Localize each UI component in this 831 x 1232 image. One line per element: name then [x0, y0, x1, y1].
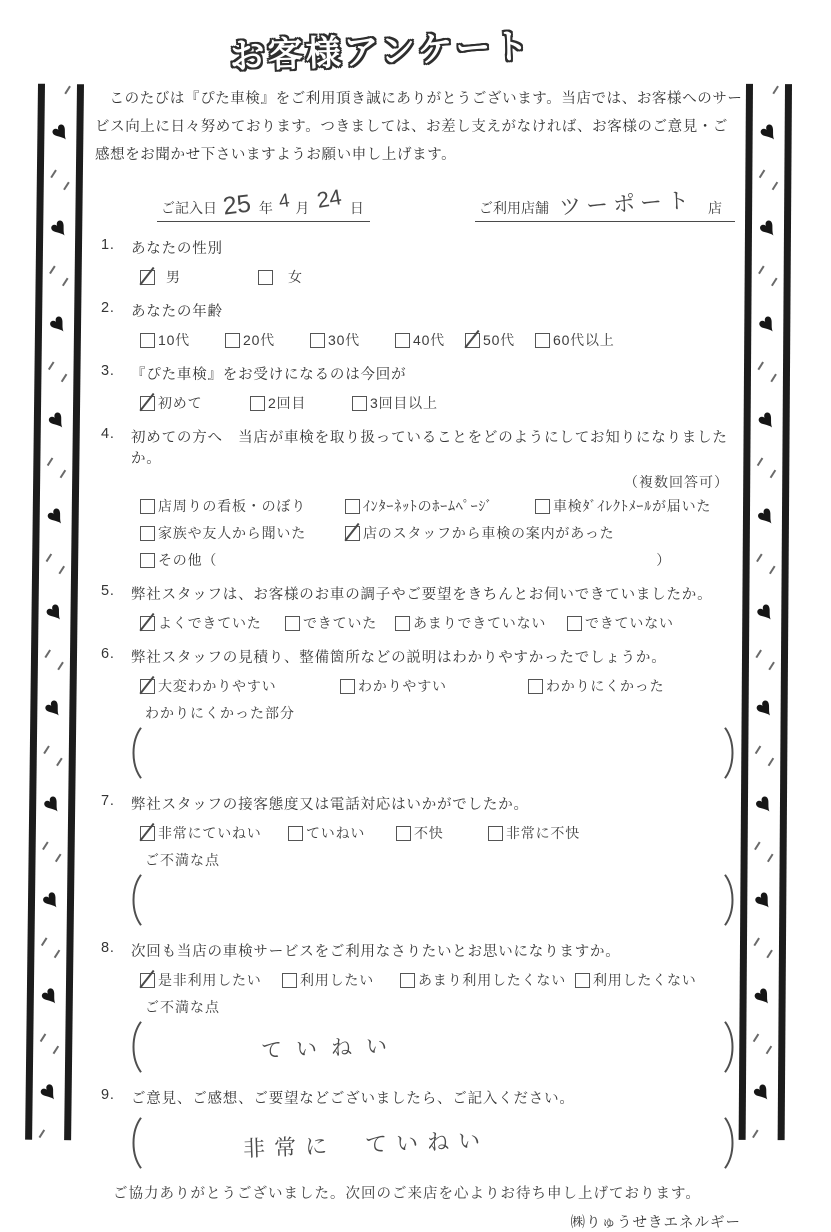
checkbox-icon[interactable] — [395, 333, 410, 348]
checkbox-icon[interactable] — [340, 679, 355, 694]
question-4-options-row2 — [95, 523, 743, 543]
option-age-50s[interactable] — [465, 330, 535, 350]
option-third-or-more[interactable] — [352, 393, 438, 413]
question-1-options — [95, 267, 743, 287]
bracket-left-icon — [127, 873, 143, 927]
option-age-10s[interactable] — [140, 330, 225, 350]
closing-message: ご協力ありがとうございました。次回のご来店を心よりお待ち申し上げております。 — [113, 1186, 701, 1203]
question-text: 次回も当店の車検サービスをご利用なさりたいとお思いになりますか。 — [131, 944, 621, 961]
checkbox-icon[interactable] — [535, 333, 550, 348]
question-7 — [95, 793, 743, 927]
option-second-time[interactable] — [250, 393, 352, 413]
option-other[interactable] — [140, 550, 217, 570]
question-text: あなたの性別 — [131, 241, 223, 258]
question-1 — [95, 237, 743, 287]
option-rather-not-use[interactable] — [400, 970, 575, 990]
checkbox-icon[interactable] — [258, 270, 273, 285]
checkbox-icon[interactable] — [285, 616, 300, 631]
option-age-60plus[interactable] — [535, 330, 620, 350]
question-6-options — [95, 676, 743, 696]
option-did-very-well[interactable] — [140, 613, 285, 633]
store-name-handwritten: ツーポート — [558, 187, 695, 220]
question-3 — [95, 363, 743, 413]
option-easy-to-understand[interactable] — [340, 676, 528, 696]
checkbox-icon[interactable] — [140, 553, 155, 568]
checkbox-icon[interactable] — [400, 973, 415, 988]
question-5 — [95, 583, 743, 633]
option-label: 30代 — [328, 332, 360, 349]
checkbox-icon[interactable] — [345, 499, 360, 514]
bracket-left-icon — [127, 1020, 143, 1074]
option-label: できていない — [585, 615, 674, 632]
checkbox-icon[interactable] — [488, 826, 503, 841]
question-6-answer-area[interactable] — [127, 726, 739, 780]
checkbox-icon[interactable] — [396, 826, 411, 841]
option-label: 40代 — [413, 332, 445, 349]
question-6 — [95, 646, 743, 780]
question-number: 5. — [101, 583, 115, 600]
option-age-30s[interactable] — [310, 330, 395, 350]
question-number: 9. — [101, 1087, 115, 1104]
answer-handwritten: ていねい — [260, 1035, 402, 1063]
option-not-really[interactable] — [395, 613, 567, 633]
question-9-answer-area[interactable] — [127, 1116, 739, 1170]
checkbox-icon[interactable] — [225, 333, 240, 348]
option-label: 車検ﾀﾞｲﾚｸﾄﾒｰﾙが届いた — [553, 498, 712, 515]
option-label: よくできていた — [158, 615, 262, 632]
option-label: 非常にていねい — [158, 825, 262, 842]
question-2 — [95, 300, 743, 350]
option-label: 3回目以上 — [370, 395, 438, 412]
option-first-time[interactable] — [140, 393, 250, 413]
checkbox-icon[interactable] — [288, 826, 303, 841]
heart-icon: ♥ — [44, 84, 77, 180]
checkbox-icon[interactable] — [140, 826, 155, 841]
bracket-right-icon — [723, 726, 739, 780]
heart-icon: ♥ — [751, 276, 784, 372]
question-2-options — [95, 330, 743, 350]
option-age-20s[interactable] — [225, 330, 310, 350]
checkbox-icon[interactable] — [250, 396, 265, 411]
option-female[interactable] — [258, 267, 303, 287]
option-age-40s[interactable] — [395, 330, 465, 350]
option-label: 不快 — [414, 825, 444, 842]
checkbox-icon[interactable] — [140, 616, 155, 631]
option-family-friends[interactable] — [140, 523, 345, 543]
checkbox-icon[interactable] — [310, 333, 325, 348]
option-label: ｲﾝﾀｰﾈｯﾄのﾎｰﾑﾍﾟｰｼﾞ — [363, 498, 494, 515]
question-text: 弊社スタッフの見積り、整備箇所などの説明はわかりやすかったでしょうか。 — [131, 650, 667, 667]
bracket-left-icon — [127, 726, 143, 780]
option-unpleasant[interactable] — [396, 823, 488, 843]
right-decorative-border — [739, 84, 792, 1140]
option-want-to-use[interactable] — [282, 970, 400, 990]
option-did-well[interactable] — [285, 613, 395, 633]
option-very-polite[interactable] — [140, 823, 288, 843]
option-signboard[interactable] — [140, 496, 345, 516]
bracket-left-icon — [127, 1116, 143, 1170]
question-3-options — [95, 393, 743, 413]
store-unit: 店 — [708, 200, 723, 217]
option-hard-to-understand[interactable] — [528, 676, 664, 696]
option-label: 女 — [288, 269, 303, 286]
checkbox-icon[interactable] — [140, 333, 155, 348]
heart-icon: ♥ — [747, 852, 780, 948]
option-very-unpleasant[interactable] — [488, 823, 580, 843]
bracket-right-icon — [723, 1116, 739, 1170]
question-number: 7. — [101, 793, 115, 810]
checkbox-icon[interactable] — [140, 973, 155, 988]
checkbox-icon[interactable] — [140, 679, 155, 694]
question-number: 3. — [101, 363, 115, 380]
option-label: 利用したくない — [593, 972, 697, 989]
question-text: 『ぴた車検』をお受けになるのは今回が — [131, 367, 407, 384]
option-male[interactable] — [140, 267, 258, 287]
question-8-sublabel: ご不満な点 — [145, 999, 220, 1016]
option-label: あまりできていない — [413, 615, 547, 632]
heart-icon: ♥ — [36, 756, 69, 852]
intro-paragraph: このたびは『ぴた車検』をご利用頂き誠にありがとうございます。当店では、お客様へのサービス向上に日々努めております。つきましては、お差し支えがなければ、お客様のご意見・ご感想をお聞かせ下さいますようお願い申し上げます。 — [95, 91, 743, 163]
checkbox-icon[interactable] — [395, 616, 410, 631]
heart-icon: ♥ — [746, 948, 779, 1044]
heart-icon: ♥ — [37, 660, 70, 756]
question-6-sublabel: わかりにくかった部分 — [145, 705, 295, 722]
option-label: 2回目 — [268, 395, 307, 412]
option-definitely-use[interactable] — [140, 970, 282, 990]
option-label: 利用したい — [300, 972, 374, 989]
question-3-heading — [95, 363, 743, 384]
question-text: あなたの年齢 — [131, 304, 223, 321]
checkbox-icon[interactable] — [575, 973, 590, 988]
checkbox-icon[interactable] — [282, 973, 297, 988]
question-2-heading — [95, 300, 743, 321]
bracket-right-icon — [723, 873, 739, 927]
heart-icon: ♥ — [749, 564, 782, 660]
heart-icon: ♥ — [33, 948, 66, 1044]
question-9 — [95, 1087, 743, 1170]
option-label: 60代以上 — [553, 332, 615, 349]
heart-icon: ♥ — [752, 84, 785, 180]
checkbox-icon[interactable] — [567, 616, 582, 631]
heart-icon: ♥ — [41, 276, 74, 372]
question-1-heading — [95, 237, 743, 258]
multiple-answers-note: （複数回答可） — [624, 474, 729, 491]
date-day-handwritten: 24 — [315, 184, 344, 214]
option-label: 是非利用したい — [158, 972, 262, 989]
option-label: わかりやすい — [358, 678, 447, 695]
checkbox-icon[interactable] — [535, 499, 550, 514]
heart-icon: ♥ — [748, 660, 781, 756]
question-4 — [95, 426, 743, 570]
left-decorative-border — [25, 84, 84, 1140]
question-9-heading — [95, 1087, 743, 1108]
option-could-not[interactable] — [567, 613, 674, 633]
checkbox-icon[interactable] — [140, 499, 155, 514]
heart-icon: ♥ — [40, 372, 73, 468]
question-5-options — [95, 613, 743, 633]
checkbox-icon[interactable] — [465, 333, 480, 348]
option-very-easy-to-understand[interactable] — [140, 676, 340, 696]
question-4-heading — [95, 426, 743, 468]
checkbox-icon[interactable] — [140, 270, 155, 285]
question-7-sublabel: ご不満な点 — [145, 852, 220, 869]
checkbox-icon[interactable] — [345, 526, 360, 541]
question-8 — [95, 940, 743, 1074]
question-number: 1. — [101, 237, 115, 254]
bracket-right-icon — [723, 1020, 739, 1074]
question-7-options — [95, 823, 743, 843]
option-internet-homepage[interactable] — [345, 496, 535, 516]
month-unit: 月 — [295, 200, 310, 217]
question-text: 初めての方へ 当店が車検を取り扱っていることをどのようにしてお知りになりましたか。 — [131, 430, 728, 468]
day-unit: 日 — [349, 200, 364, 217]
option-label: 初めて — [158, 395, 203, 412]
question-8-options — [95, 970, 743, 990]
question-4-options-row1 — [95, 496, 743, 516]
option-polite[interactable] — [288, 823, 396, 843]
question-number: 6. — [101, 646, 115, 663]
question-8-heading — [95, 940, 743, 961]
option-label: 大変わかりやすい — [158, 678, 277, 695]
question-number: 4. — [101, 426, 115, 443]
date-label: ご記入日 — [161, 200, 217, 217]
option-label: あまり利用したくない — [418, 972, 566, 989]
page-title: お客様アンケート — [229, 26, 533, 77]
checkbox-icon[interactable] — [528, 679, 543, 694]
option-label: 店周りの看板・のぼり — [158, 498, 306, 515]
heart-icon: ♥ — [34, 852, 67, 948]
question-number: 2. — [101, 300, 115, 317]
answer-handwritten: 非常に ていねい — [242, 1127, 490, 1162]
option-do-not-want-to-use[interactable] — [575, 970, 697, 990]
option-label: 50代 — [483, 332, 515, 349]
heart-icon: ♥ — [752, 180, 785, 276]
heart-icon: ♥ — [39, 468, 72, 564]
question-text: 弊社スタッフの接客態度又は電話対応はいかがでしたか。 — [131, 797, 529, 814]
heart-icon: ♥ — [746, 1044, 779, 1140]
question-6-heading — [95, 646, 743, 667]
heart-icon: ♥ — [43, 180, 76, 276]
fill-date-field[interactable] — [157, 184, 370, 222]
checkbox-icon[interactable] — [140, 396, 155, 411]
question-text: 弊社スタッフは、お客様のお車の調子やご要望をきちんとお伺いできていましたか。 — [131, 587, 713, 604]
other-close-paren: ） — [656, 552, 671, 569]
question-8-answer-area[interactable] — [127, 1020, 739, 1074]
option-staff-guidance[interactable] — [345, 523, 614, 543]
question-5-heading — [95, 583, 743, 604]
option-label: 店のスタッフから車検の案内があった — [363, 525, 615, 542]
option-label: 非常に不快 — [506, 825, 580, 842]
option-label: 20代 — [243, 332, 275, 349]
question-number: 8. — [101, 940, 115, 957]
question-4-options-row3 — [95, 550, 743, 570]
option-label: できていた — [303, 615, 377, 632]
option-label: 10代 — [158, 332, 190, 349]
year-unit: 年 — [258, 200, 273, 217]
question-7-answer-area[interactable] — [127, 873, 739, 927]
checkbox-icon[interactable] — [352, 396, 367, 411]
header-fields-row — [95, 184, 743, 222]
store-field[interactable] — [475, 189, 735, 222]
date-month-handwritten: 4 — [277, 190, 291, 214]
heart-icon: ♥ — [38, 564, 71, 660]
date-year-handwritten: 25 — [221, 189, 253, 222]
option-label: その他（ — [158, 552, 218, 569]
option-label: わかりにくかった — [546, 678, 665, 695]
option-label: 家族や友人から聞いた — [158, 525, 306, 542]
heart-icon: ♥ — [750, 372, 783, 468]
heart-icon: ♥ — [748, 756, 781, 852]
company-name: ㈱りゅうせきエネルギー — [570, 1215, 741, 1232]
option-label: ていねい — [306, 825, 366, 842]
question-text: ご意見、ご感想、ご要望などございましたら、ご記入ください。 — [131, 1091, 575, 1108]
checkbox-icon[interactable] — [140, 526, 155, 541]
option-label: 男 — [166, 269, 181, 286]
store-label: ご利用店舗 — [479, 200, 549, 217]
option-direct-mail[interactable] — [535, 496, 711, 516]
question-7-heading — [95, 793, 743, 814]
heart-icon: ♥ — [750, 468, 783, 564]
form-content — [95, 86, 743, 1232]
heart-icon: ♥ — [32, 1044, 65, 1140]
